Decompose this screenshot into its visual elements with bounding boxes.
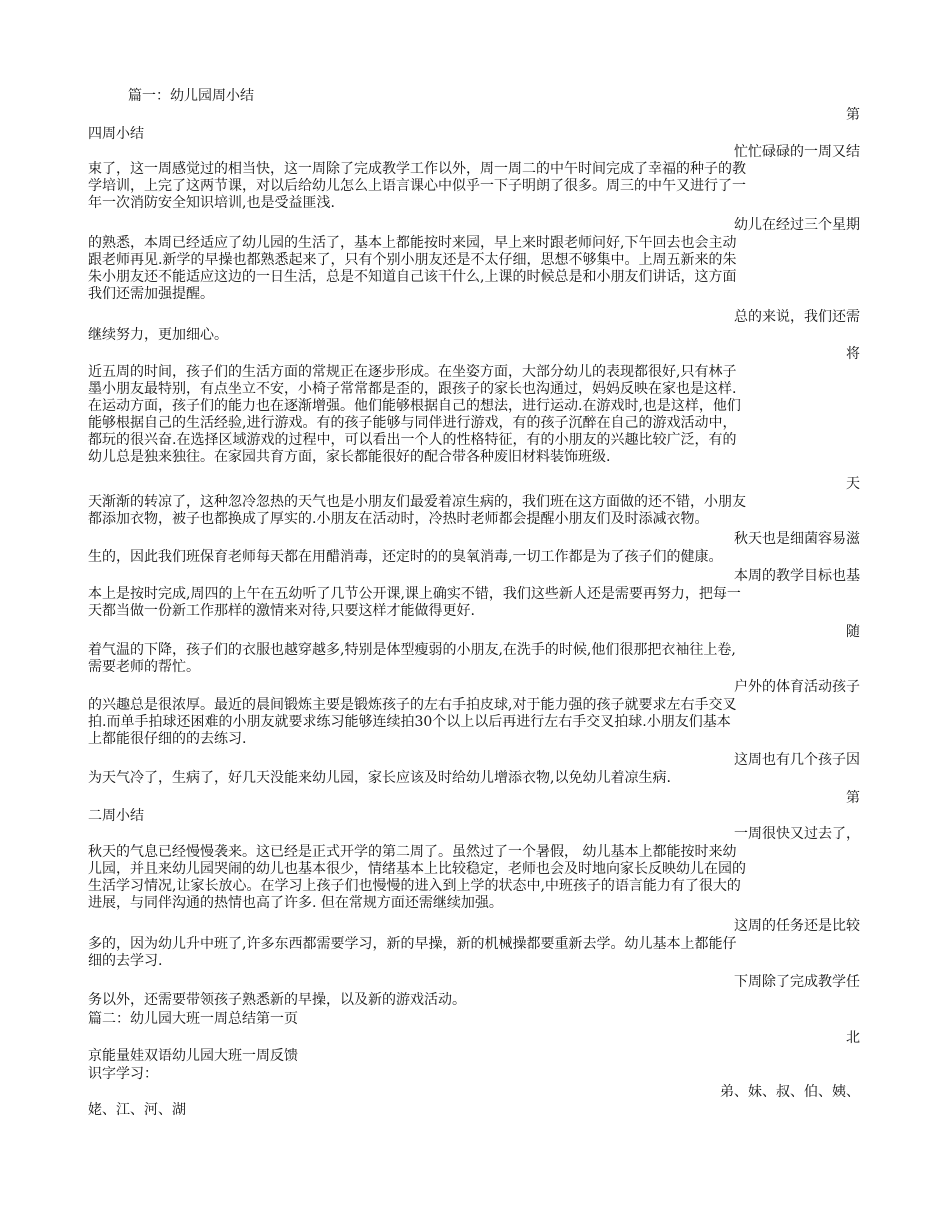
text-line: 一周很快又过去了，: [734, 826, 860, 842]
text-line: 这周也有几个孩子因: [734, 752, 860, 768]
text-line: 生的，因此我们班保育老师每天都在用醋消毒，还定时的的臭氧消毒,一切工作都是为了孩子们的健康。: [88, 549, 723, 565]
text-line: 北: [846, 1030, 860, 1046]
text-line: 秋天的气息已经慢慢袭来。这已经是正式开学的第二周了。虽然过了一个暑假， 幼儿基本上都能按时来幼: [88, 844, 737, 860]
text-line: 朱小朋友还不能适应这边的一日生活，总是不知道自己该干什么,上课的时候总是和小朋友们讲话，这方面: [88, 269, 737, 285]
text-line: 天: [846, 476, 860, 492]
text-line: 本周的教学目标也基: [734, 568, 860, 584]
text-line: 天都当做一份新工作那样的激情来对待,只要这样才能做得更好.: [88, 603, 475, 619]
text-line: 儿园，并且来幼儿园哭闹的幼儿也基本很少，情绪基本上比较稳定，老师也会及时地向家长反映幼儿在园的: [88, 861, 746, 877]
text-line: 我们还需加强提醒。: [88, 286, 214, 302]
text-line: 下周除了完成教学任: [734, 974, 860, 990]
text-line: 的兴趣总是很浓厚。最近的晨间锻炼主要是锻炼孩子的左右手拍皮球,对于能力强的孩子就要求左右手交叉: [88, 697, 737, 713]
text-line: 随: [846, 624, 860, 640]
text-line: 进展，与同伴沟通的热情也高了许多. 但在常规方面还需继续加强。: [88, 895, 503, 911]
text-line: 将: [846, 346, 860, 362]
text-line: 幼儿总是独来独往。在家园共育方面，家长都能很好的配合带各种废旧材料装饰班级.: [88, 449, 611, 465]
text-line: 墨小朋友最特别，有点坐立不安，小椅子常常都是歪的，跟孩子的家长也沟通过，妈妈反映在家也是这样.: [88, 381, 737, 397]
text-line: 天渐渐的转凉了，这种忽冷忽热的天气也是小朋友们最爱着凉生病的，我们班在这方面做的还不错，小朋友: [88, 494, 746, 510]
text-line: 需要老师的帮忙。: [88, 659, 200, 675]
section-heading-2: 篇二：幼儿园大班一周总结第一页: [88, 1011, 298, 1027]
text-line: 都添加衣物，被子也都换成了厚实的.小朋友在活动时，冷热时老师都会提醒小朋友们及时添减衣物。: [88, 511, 709, 527]
text-line: 务以外，还需要带领孩子熟悉新的早操，以及新的游戏活动。: [88, 992, 466, 1008]
text-line: 弟、妹、叔、伯、姨、: [720, 1084, 860, 1100]
text-line: 束了，这一周感觉过的相当快，这一周除了完成教学工作以外，周一周二的中午时间完成了幸福的种子的教: [88, 161, 746, 177]
section-heading-week2: 二周小结: [88, 808, 144, 824]
text-line: 识字学习：: [88, 1066, 158, 1082]
text-line: 的熟悉，本周已经适应了幼儿园的生活了，基本上都能按时来园，早上来时跟老师问好,下午回去也会主动: [88, 235, 737, 251]
text-line: 第: [846, 107, 860, 123]
text-line: 本上是按时完成,周四的上午在五幼听了几节公开课,课上确实不错，我们这些新人还是需要再努力，把每一: [88, 586, 741, 602]
text-line: 这周的任务还是比较: [734, 918, 860, 934]
text-line: 拍.而单手拍球还困难的小朋友就要求练习能够连续拍30个以上以后再进行左右手交叉拍球.小朋友们基本: [88, 714, 731, 730]
text-line: 京能量娃双语幼儿园大班一周反馈: [88, 1048, 298, 1064]
text-line: 年一次消防安全知识培训,也是受益匪浅.: [88, 195, 335, 211]
text-line: 生活学习情况,让家长放心。在学习上孩子们也慢慢的进入到上学的状态中,中班孩子的语言能力有了很大的: [88, 878, 741, 894]
text-line: 幼儿在经过三个星期: [734, 217, 860, 233]
text-line: 上都能很仔细的的去练习.: [88, 731, 247, 747]
text-line: 跟老师再见.新学的早操也都熟悉起来了，只有个别小朋友还是不太仔细，思想不够集中。上周五新来的朱: [88, 252, 737, 268]
text-line: 户外的体育活动孩子: [734, 679, 860, 695]
section-heading-1: 篇一：幼儿园周小结: [128, 88, 254, 104]
text-line: 学培训，上完了这两节课，对以后给幼儿怎么上语言课心中似乎一下子明朗了很多。周三的中午又进行了一: [88, 178, 746, 194]
text-line: 在运动方面，孩子们的能力也在逐渐增强。他们能够根据自己的想法，进行运动.在游戏时,也是这样，他们: [88, 398, 741, 414]
text-line: 细的去学习.: [88, 953, 163, 969]
text-line: 多的，因为幼儿升中班了,许多东西都需要学习，新的早操，新的机械操都要重新去学。幼儿基本上都能仔: [88, 936, 737, 952]
text-line: 都玩的很兴奋.在选择区域游戏的过程中，可以看出一个人的性格特征，有的小朋友的兴趣比较广泛，有的: [88, 432, 737, 448]
text-line: 总的来说，我们还需: [734, 309, 860, 325]
text-line: 姥、江、河、湖: [88, 1102, 186, 1118]
text-line: 第: [846, 790, 860, 806]
text-line: 能够根据自己的生活经验,进行游戏。有的孩子能够与同伴进行游戏，有的孩子沉醉在自己的游戏活动中，: [88, 415, 737, 431]
text-line: 忙忙碌碌的一周又结: [734, 144, 860, 160]
text-line: 着气温的下降，孩子们的衣服也越穿越多,特别是体型瘦弱的小朋友,在洗手的时候,他们很那把衣袖往上卷,: [88, 642, 736, 658]
text-line: 为天气冷了，生病了，好几天没能来幼儿园，家长应该及时给幼儿增添衣物,以免幼儿着凉生病.: [88, 770, 671, 786]
text-line: 四周小结: [88, 126, 144, 142]
text-line: 近五周的时间，孩子们的生活方面的常规正在逐步形成。在坐姿方面，大部分幼儿的表现都很好,只有林子: [88, 364, 737, 380]
text-line: 继续努力，更加细心。: [88, 327, 228, 343]
text-line: 秋天也是细菌容易滋: [734, 531, 860, 547]
